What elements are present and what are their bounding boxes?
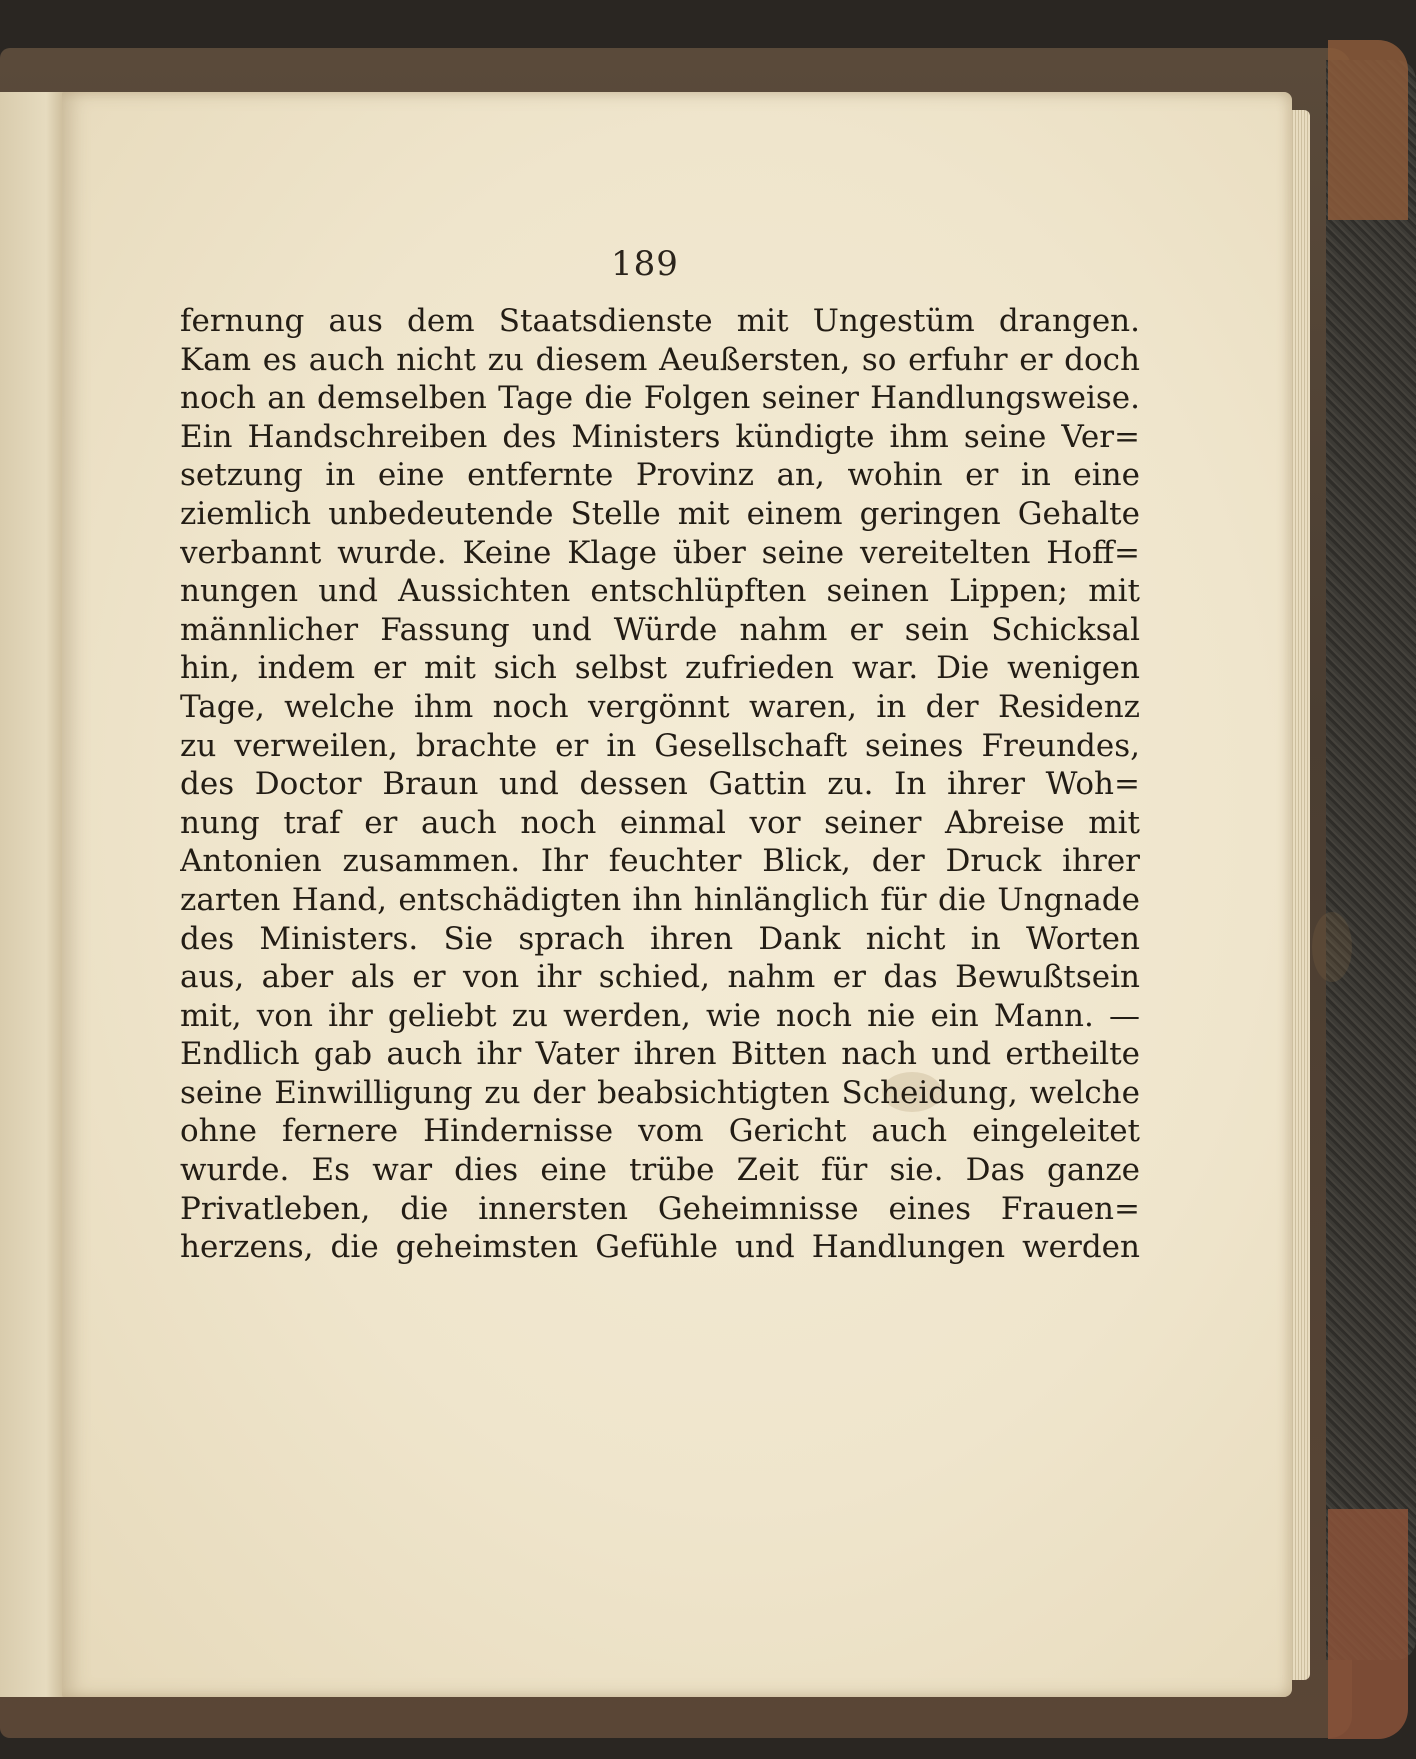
cover-spine-edge bbox=[1326, 60, 1416, 1660]
text-line: hin, indem er mit sich selbst zufrieden war. Die wenigen bbox=[180, 650, 1140, 687]
book-page bbox=[62, 92, 1292, 1697]
text-line: nung traf er auch noch einmal vor seiner Abreise mit bbox=[180, 804, 1140, 841]
text-line: fernung aus dem Staatsdienste mit Ungestüm drangen. bbox=[180, 303, 1140, 339]
text-line: seine Einwilligung zu der beabsichtigten Scheidung, welche bbox=[180, 1074, 1140, 1111]
text-line: noch an demselben Tage die Folgen seiner Handlungsweise. bbox=[180, 380, 1140, 417]
text-line: des Ministers. Sie sprach ihren Dank nicht in Worten bbox=[180, 920, 1140, 957]
page-number: 189 bbox=[611, 244, 679, 284]
text-line: setzung in eine entfernte Provinz an, wohin er in eine bbox=[180, 457, 1140, 494]
text-line: nungen und Aussichten entschlüpften seinen Lippen; mit bbox=[180, 573, 1140, 610]
text-line: Antonien zusammen. Ihr feuchter Blick, der Druck ihrer bbox=[180, 843, 1140, 880]
body-text bbox=[180, 302, 1140, 1267]
text-line: herzens, die geheimsten Gefühle und Handlungen werden bbox=[180, 1229, 1140, 1266]
text-line: Endlich gab auch ihr Vater ihren Bitten nach und ertheilte bbox=[180, 1036, 1140, 1073]
text-line: männlicher Fassung und Würde nahm er sein Schicksal bbox=[180, 611, 1140, 648]
paper-stain bbox=[1312, 912, 1352, 982]
text-line: des Doctor Braun und dessen Gattin zu. In ihrer Woh= bbox=[180, 766, 1140, 803]
text-line: wurde. Es war dies eine trübe Zeit für sie. Das ganze bbox=[180, 1152, 1140, 1189]
text-line: ziemlich unbedeutende Stelle mit einem geringen Gehalte bbox=[180, 495, 1140, 532]
text-line: Ein Handschreiben des Ministers kündigte ihm seine Ver= bbox=[180, 418, 1140, 455]
text-line: Kam es auch nicht zu diesem Aeußersten, so erfuhr er doch bbox=[180, 341, 1140, 378]
leather-corner-top bbox=[1328, 40, 1408, 220]
text-line: zarten Hand, entschädigten ihn hinlänglich für die Ungnade bbox=[180, 881, 1140, 918]
text-line: Privatleben, die innersten Geheimnisse eines Frauen= bbox=[180, 1190, 1140, 1227]
text-line: mit, von ihr geliebt zu werden, wie noch nie ein Mann. — bbox=[180, 997, 1140, 1034]
text-line: verbannt wurde. Keine Klage über seine vereitelten Hoff= bbox=[180, 534, 1140, 571]
text-line: aus, aber als er von ihr schied, nahm er das Bewußtsein bbox=[180, 959, 1140, 996]
page-edges bbox=[1290, 110, 1310, 1680]
leather-corner-bottom bbox=[1328, 1509, 1408, 1739]
text-line: ohne fernere Hindernisse vom Gericht auch eingeleitet bbox=[180, 1113, 1140, 1150]
text-line: zu verweilen, brachte er in Gesellschaft seines Freundes, bbox=[180, 727, 1140, 764]
left-page-sliver bbox=[0, 92, 68, 1697]
text-line: Tage, welche ihm noch vergönnt waren, in der Residenz bbox=[180, 688, 1140, 725]
